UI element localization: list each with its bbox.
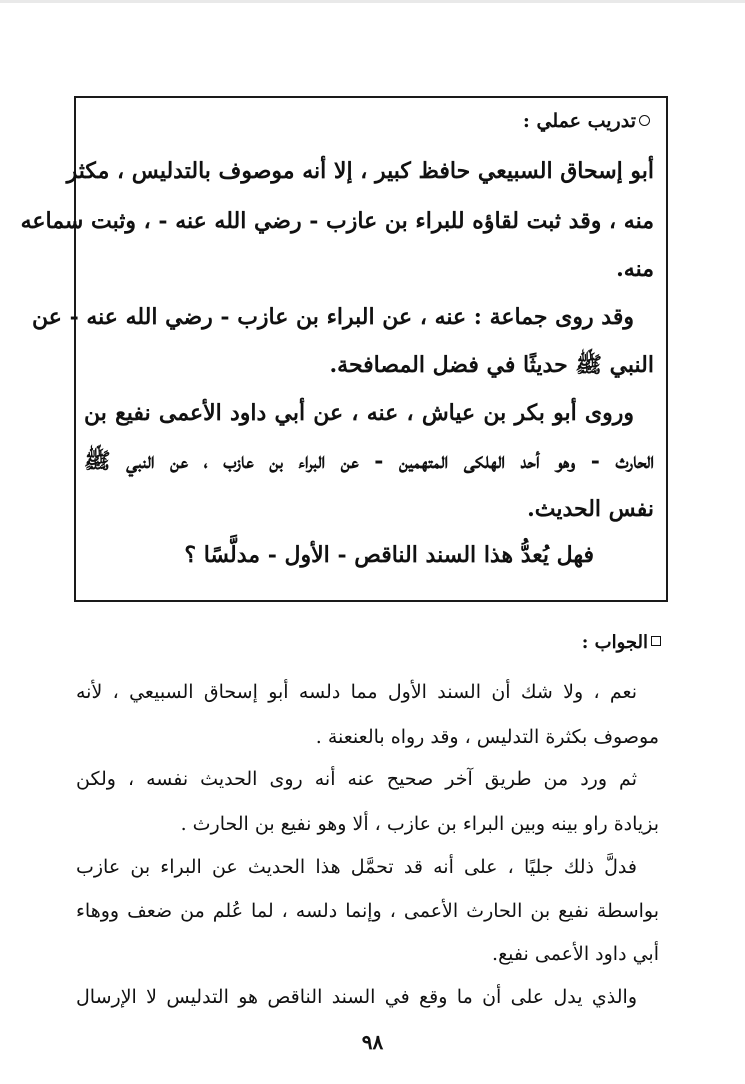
answer-line-8: والذي يدل على أن ما وقع في السند الناقص هو التدليس لا الإرسال (76, 986, 637, 1008)
answer-heading: الجواب : (76, 634, 661, 652)
exercise-box (20, 96, 668, 602)
exercise-line-2: منه ، وقد ثبت لقاؤه للبراء بن عازب - رضي الله عنه - ، وثبت سماعه (20, 208, 654, 234)
answer-line-3: ثم ورد من طريق آخر صحيح عنه أنه روى الحديث نفسه ، ولكن (76, 768, 637, 790)
answer-line-6: بواسطة نفيع بن الحارث الأعمى ، وإنما دلسه ، لما عُلم من ضعف ووهاء (76, 900, 659, 922)
page-number: ٩٨ (361, 1030, 384, 1054)
answer-line-7: أبي داود الأعمى نفيع. (492, 943, 659, 965)
exercise-line-7: الحارث - وهو أحد الهلكى المتهمين - عن البراء بن عازب ، عن النبي ﷺ (84, 448, 654, 474)
circle-bullet-icon (639, 115, 650, 126)
page-top-rule (0, 0, 745, 3)
exercise-line-1: أبو إسحاق السبيعي حافظ كبير ، إلا أنه موصوف بالتدليس ، مكثر (66, 158, 654, 184)
answer-line-1: نعم ، ولا شك أن السند الأول مما دلسه أبو إسحاق السبيعي ، لأنه (76, 681, 637, 703)
square-bullet-icon (651, 636, 661, 646)
exercise-line-8: نفس الحديث. (527, 496, 654, 522)
answer-line-5: فدلَّ ذلك جليًا ، على أنه قد تحمَّل هذا الحديث عن البراء بن عازب (76, 856, 637, 878)
answer-line-2: موصوف بكثرة التدليس ، وقد رواه بالعنعنة . (315, 726, 659, 748)
exercise-question: فهل يُعدُّ هذا السند الناقص - الأول - مدلَّسًا ؟ (184, 542, 594, 568)
exercise-line-6: وروى أبو بكر بن عياش ، عنه ، عن أبي داود الأعمى نفيع بن (84, 400, 634, 426)
exercise-line-4: وقد روى جماعة : عنه ، عن البراء بن عازب - رضي الله عنه - عن (32, 304, 634, 330)
exercise-line-5: النبي ﷺ حديثًا في فضل المصافحة. (329, 352, 654, 378)
exercise-heading: تدريب عملي : (92, 112, 650, 131)
answer-line-4: بزيادة راو بينه وبين البراء بن عازب ، ألا وهو نفيع بن الحارث . (180, 813, 659, 835)
exercise-line-3: منه. (616, 256, 654, 282)
